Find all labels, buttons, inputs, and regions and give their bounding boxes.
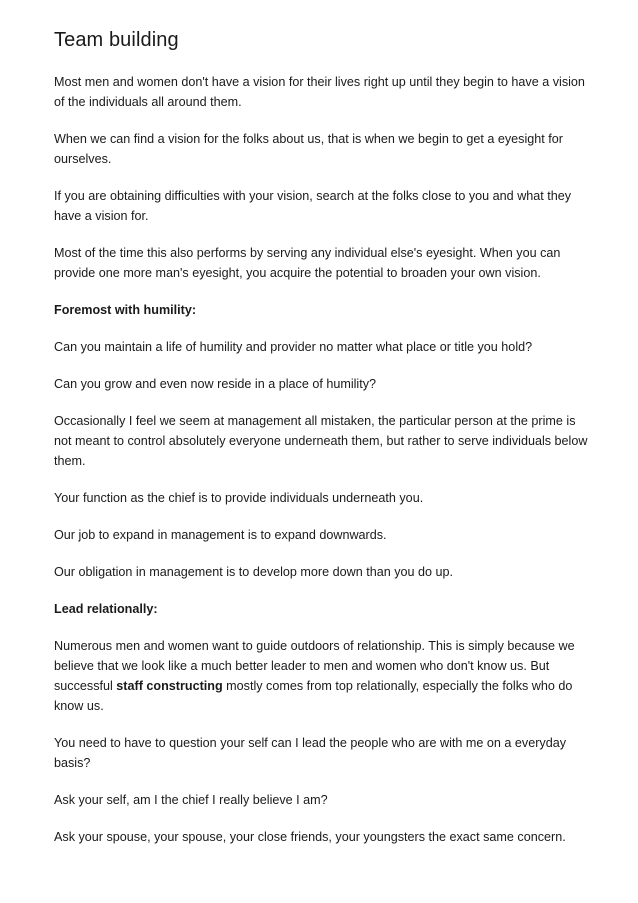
paragraph-9: Our job to expand in management is to expand downwards. <box>54 528 387 542</box>
paragraph-8: Your function as the chief is to provide individuals underneath you. <box>54 491 424 505</box>
paragraph-14: Ask your spouse, your spouse, your close friends, your youngsters the exact same concern. <box>54 830 566 844</box>
paragraph-1: Most men and women don't have a vision for their lives right up until they begin to have a vision of the individuals all around them. <box>54 75 585 109</box>
section-heading-humility: Foremost with humility: <box>54 303 197 317</box>
paragraph-7: Occasionally I feel we seem at management all mistaken, the particular person at the prime is not meant to control absolutely everyone underneath them, but rather to serve individuals below them. <box>54 414 588 468</box>
paragraph-6: Can you grow and even now reside in a place of humility? <box>54 377 377 391</box>
page-title: Team building <box>54 29 179 51</box>
paragraph-13: Ask your self, am I the chief I really believe I am? <box>54 793 328 807</box>
paragraph-2: When we can find a vision for the folks about us, that is when we begin to get a eyesight for ourselves. <box>54 132 563 166</box>
paragraph-3: If you are obtaining difficulties with your vision, search at the folks close to you and what they have a vision for. <box>54 189 572 223</box>
paragraph-10: Our obligation in management is to develop more down than you do up. <box>54 565 454 579</box>
paragraph-5: Can you maintain a life of humility and provider no matter what place or title you hold? <box>54 340 533 354</box>
paragraph-11 <box>54 636 594 716</box>
paragraph-12: You need to have to question your self can I lead the people who are with me on a everyday basis? <box>54 736 567 770</box>
paragraph-4: Most of the time this also performs by serving any individual else's eyesight. When you can provide one more man's eyesight, you acquire the potential to broaden your own vision. <box>54 246 561 280</box>
paragraph-11-bold-phrase: staff constructing <box>116 679 223 693</box>
document-page <box>54 28 594 864</box>
paragraph-11-text-end: mostly comes from top relationally, especially the folks who do know us. <box>54 679 573 713</box>
paragraph-11-text-start: Numerous men and women want to guide outdoors of relationship. This is simply because we believe that we look like a much better leader to men and women who don't know us. But successful <box>54 639 575 693</box>
section-heading-relational: Lead relationally: <box>54 602 158 616</box>
